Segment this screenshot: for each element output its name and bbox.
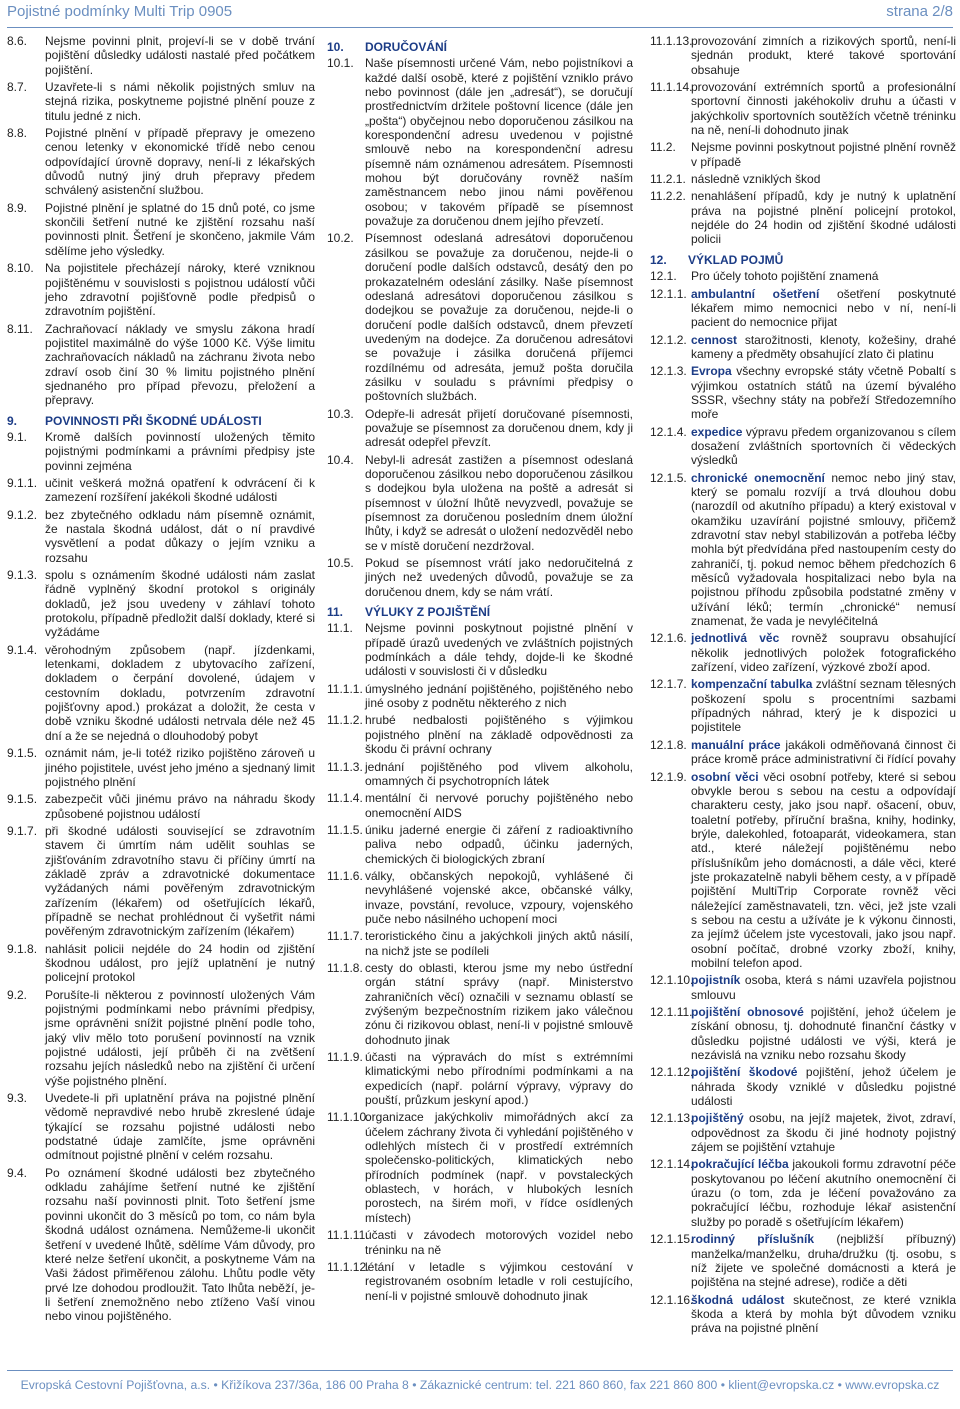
clause-item — [650, 1065, 956, 1108]
section-heading — [7, 414, 315, 428]
clause-number: 10.2. — [327, 231, 354, 246]
term-definition: jakoukoli formu zdravotní péče poskytovanou po léčení akutního onemocnění či úrazu (o tom, zda je léčení považováno za pokračující léčbu, rozhoduje lékař asistenční služby po poradě s ošetřujícím lékařem) — [691, 1157, 956, 1229]
clause-number: 11.1.10. — [327, 1110, 370, 1125]
clause-text — [691, 471, 956, 629]
clause-item — [650, 287, 956, 330]
clause-number: 11.1.11. — [327, 1228, 369, 1243]
clause-text: nenahlášení případů, kdy je nutný k uplatnění práva na pojistné plnění policejní protokol, nejdéle do 24 hodin od zjištění škodné události policii — [691, 189, 956, 247]
clause-number: 9.1.1. — [7, 475, 38, 490]
clause-number: 9.4. — [7, 1165, 28, 1180]
clause-text: zabezpečit vůči jinému právo na náhradu škody způsobené pojistnou událostí — [45, 792, 315, 821]
clause-number: 12.1.14. — [650, 1157, 694, 1172]
defined-term: pojištění škodové — [691, 1065, 798, 1080]
clause-number: 12.1.6. — [650, 631, 687, 646]
clause-number: 11.1.13. — [650, 34, 693, 48]
defined-term: pojistník — [691, 973, 741, 988]
clause-item — [7, 824, 315, 939]
clause-number: 12.1.15. — [650, 1232, 694, 1247]
clause-item — [650, 140, 956, 169]
clause-text: Kromě dalších povinností uložených těmito pojistnými podmínkami a právními předpisy jste povinni zejména — [45, 429, 315, 473]
defined-term: škodná událost — [691, 1292, 785, 1307]
clause-text: úmyslného jednání pojištěného, pojištěného nebo jiné osoby z podnětu některého z nich — [365, 681, 633, 711]
clause-text: věrohodným způsobem (např. jízdenkami, letenkami, dokladem z ubytovacího zařízení, dokladem o čerpání dovolené, údajem v cestovním dokladu, potvrzením zdravotní pojišťovny apod.) prokázat a doložit, že cesta v době vzniku škodné události netrvala déle než 45 dní a že se nejedná o dlouhodobý pobyt — [45, 642, 315, 743]
term-definition: starožitnosti, klenoty, kožešiny, drahé kameny a předměty obsahující zlato či platinu — [691, 332, 956, 361]
clause-number: 11.2.2. — [650, 189, 686, 204]
clause-number: 9.1.7. — [7, 823, 38, 838]
clause-text: Uvedete-li při uplatnění práva na pojistné plnění vědomě nepravdivé nebo hrubě zkreslené údaje týkající se rozsahu pojistné události nebo podstatné údaje zamlčíte, jsme oprávněni odmítnout pojistné plnění v celém rozsahu. — [45, 1091, 315, 1163]
term-definition: ošetření poskytnuté lékařem mimo nemocnici nebo v ní, není-li pacient do nemocnice přijat — [691, 286, 956, 330]
clause-text: Nejsme povinni poskytnout pojistné plnění rovněž v případě — [691, 140, 956, 169]
clause-text: Nebyl-li adresát zastižen a písemnost odeslaná doporučenou zásilkou nebo doporučenou zásilkou s dodejkou byla uložena na poště a adresát si písemnost v úložní lhůtě nevyzvedl, považuje se písemnost za doručenou posledním dnem úložní lhůty, i když se adresát o uložení nedozvěděl nebo se v místě doručení nezdržoval. — [365, 452, 633, 553]
term-definition: pojištění, jehož účelem je náhrada škody vzniklé v důsledku pojistné události — [691, 1065, 956, 1109]
clause-item — [7, 1091, 315, 1163]
clause-number: 12. — [650, 252, 667, 267]
section-heading — [650, 253, 956, 267]
document-title: Pojistné podmínky Multi Trip 0905 — [7, 3, 233, 20]
clause-text — [691, 333, 956, 362]
clause-text: teroristického činu a jakýchkoli jiných aktů násilí, na nichž jste se podíleli — [365, 929, 633, 958]
section-title: POVINNOSTI PŘI ŠKODNÉ UDÁLOSTI — [45, 413, 262, 428]
defined-term: chronické onemocnění — [691, 470, 825, 485]
clause-item — [7, 430, 315, 473]
clause-item — [650, 770, 956, 971]
defined-term: Evropa — [691, 364, 732, 379]
clause-item — [650, 172, 956, 186]
clause-text — [691, 1065, 956, 1108]
clause-item — [650, 677, 956, 734]
clause-number: 11.2. — [650, 140, 676, 155]
clause-item — [650, 80, 956, 137]
clause-text: Nejsme povinni plnit, projeví-li se v době trvání pojištění důsledky události nastalé před počátkem pojištění. — [45, 34, 315, 77]
page-header — [0, 0, 960, 34]
clause-text: spolu s oznámením škodné události nám zaslat řádně vyplněný škodní protokol s originály dokladů, jež jsou uvedeny v záhlaví tohoto protokolu, případně předložit další doklady, které si vyžádáme — [45, 568, 315, 640]
clause-text: jednání pojištěného pod vlivem alkoholu, omamných či psychotropních látek — [365, 759, 633, 788]
clause-item — [327, 961, 633, 1047]
clause-number: 9.1. — [7, 429, 28, 444]
clause-number: 9.1.5. — [7, 746, 38, 761]
clause-text: Odepře-li adresát přijetí doručované písemnosti, považuje se písemnost za doručenou dnem, kdy ji adresát odepřel převzít. — [365, 406, 633, 450]
clause-item — [327, 407, 633, 450]
clause-item — [650, 333, 956, 362]
clause-text: při škodné události související se zdravotním stavem či úmrtím nám udělit souhlas se zjišťováním zdravotního stavu či příčiny úmrtí na základě zpráv a zdravotnické dokumentace vyžádaných námi pověřeným zdravotnickým zařízením (lékařem) od ošetřujících lékařů, případně se nechat prohlédnout či vyšetřit námi pověřeným zdravotnickým zařízením (lékařem) — [45, 823, 315, 939]
defined-term: manuální práce — [691, 737, 781, 752]
clause-text: Naše písemnosti určené Vám, nebo pojistníkovi a každé další osobě, které z pojištění vzniklo právo nebo povinnost (dále jen „adresát“), se doručují prostřednictvím držitele poštovní licence (dále jen „pošta“) obyčejnou nebo doporučenou zásilkou na korespondenční adresu uvedenou v pojistné smlouvě nebo na korespondenční adresu písemně nám oznámenou adresátem. Písemnosti mohou být doručovány rovněž naším zaměstnancem nebo jinou námi pověřenou osobou; v takovém případě se písemnost považuje za doručenou dnem jejího převzetí. — [365, 56, 633, 229]
section-heading — [327, 40, 633, 54]
clause-number: 12.1.4. — [650, 424, 687, 439]
clause-item — [650, 269, 956, 283]
clause-item — [327, 869, 633, 926]
term-definition: pojištění, jehož účelem je získání obnosu, tj. dohodnuté finanční částky v důsledku pojistné události ve výši, která je nezávislá na vzniku nebo rozsahu škody — [691, 1005, 956, 1063]
term-definition: zvláštní seznam tělesných poškození spolu s procentními sazbami případných náhrad, který je k dispozici u pojistitele — [691, 677, 956, 735]
clause-text: učinit veškerá možná opatření k odvrácení či k zamezení rozšíření jakékoli škodné události — [45, 475, 315, 505]
clause-number: 10.5. — [327, 556, 354, 571]
clause-text: Pokud se písemnost vrátí jako nedoručitelná z jiných než uvedených důvodů, považuje se za doručenou dnem, kdy se nám vrátí. — [365, 556, 633, 599]
clause-item — [650, 631, 956, 674]
column-right — [650, 34, 956, 1339]
clause-number: 9. — [7, 413, 18, 428]
clause-text — [691, 1005, 956, 1062]
clause-number: 11.1. — [327, 621, 353, 636]
clause-item — [327, 713, 633, 756]
clause-text: Nejsme povinni poskytnout pojistné plnění v případě úrazů uvedených ve zvláštních pojistných podmínkách a dále tehdy, dojde-li ke škodné události v souvislosti či v důsledku — [365, 621, 633, 679]
clause-number: 9.2. — [7, 987, 28, 1002]
clause-number: 12.1.3. — [650, 364, 687, 379]
clause-number: 12.1.10. — [650, 973, 694, 988]
clause-number: 9.1.2. — [7, 507, 38, 522]
term-definition: nemoc nebo jiný stav, který se pomalu rozvíjí a trvá dlouhou dobu (narozdíl od akutního případu) a který existoval v okamžiku uzavírání pojistné smlouvy, přičemž zdravotní stav nebyl stabilizován a potřeba léčby mohla být předvídána před nastoupením cesty do zahraničí, tj. pokud nemoc během předchozích 6 měsíců vyžadovala hospitalizaci nebo byla na pojistnou příhodu způsobila podstatné změny v užívání léků; termín „chronické“ nemusí znamenat, že vada je nevyléčitelná — [691, 470, 956, 629]
clause-item — [650, 1111, 956, 1154]
clause-text: létání v letadle s výjimkou cestování v registrovaném osobním letadle v roli cestujícího, není-li v pojistné smlouvě dohodnuto jinak — [365, 1259, 633, 1303]
clause-text — [691, 287, 956, 330]
defined-term: pojištění obnosové — [691, 1005, 804, 1019]
clause-number: 12.1.8. — [650, 737, 687, 752]
clause-number: 12.1. — [650, 269, 677, 284]
defined-term: osobní věci — [691, 769, 759, 784]
clause-number: 8.11. — [7, 321, 33, 336]
clause-item — [7, 792, 315, 821]
section-title: VÝKLAD POJMŮ — [688, 252, 784, 267]
clause-text: cesty do oblasti, kterou jsme my nebo ústřední orgán státní správy (např. Ministerstvo zahraničních věcí) označili v seznamu oblastí se zvýšeným bezpečnostním rizikem jako válečnou zónu či rizikovou oblast, není-li v pojistné smlouvě dohodnuto jinak — [365, 960, 633, 1047]
clause-item — [327, 1050, 633, 1107]
clause-item — [327, 1228, 633, 1257]
clause-text: bez zbytečného odkladu nám písemně oznámit, že nastala škodná událost, dát o ní pravdivé vysvětlení a podat důkazy o jejím vzniku a rozsahu — [45, 507, 315, 565]
clause-item — [327, 556, 633, 599]
clause-text: provozování extrémních sportů a profesionální sportovní činnosti jakéhokoliv druhu a účasti v jakýchkoliv sportovních soutěžích včetně tréninku na ně, není-li dohodnuto jinak — [691, 80, 956, 138]
clause-text — [691, 770, 956, 971]
clause-item — [7, 80, 315, 123]
clause-text — [691, 677, 956, 734]
clause-item — [7, 34, 315, 77]
clause-item — [650, 1005, 956, 1062]
clause-text: Pro účely tohoto pojištění znamená — [691, 269, 879, 284]
page-footer: Evropská Cestovní Pojišťovna, a.s. • Křižíkova 237/36a, 186 00 Praha 8 • Zákaznické centrum: tel. 221 860 860, fax 221 860 800 • klient@evropska.cz • www.evropska.cz — [20, 1378, 940, 1392]
term-definition: osoba, která s námi uzavřela pojistnou smlouvu — [691, 973, 956, 1002]
clause-item — [650, 973, 956, 1002]
clause-item — [7, 942, 315, 985]
clause-text: Pojistné plnění je splatné do 15 dnů poté, co jsme skončili šetření nutné ke zjištění rozsahu naší povinnosti plnit. Šetření je skončeno, jakmile Vám sdělíme jeho výsledky. — [45, 200, 315, 258]
page-number: strana 2/8 — [886, 3, 953, 20]
clause-number: 12.1.1. — [650, 286, 687, 301]
clause-number: 11.1.7. — [327, 929, 363, 944]
clause-text — [691, 1232, 956, 1289]
clause-number: 11.1.5. — [327, 822, 363, 837]
clause-number: 12.1.5. — [650, 470, 687, 485]
clause-number: 8.8. — [7, 126, 28, 141]
header-rule — [7, 27, 953, 28]
clause-number: 12.1.13. — [650, 1111, 694, 1126]
clause-number: 9.1.4. — [7, 642, 38, 657]
clause-text: účasti na výpravách do míst s extrémními klimatickými nebo přírodními podmínkami a na expedicích (např. polární výpravy, výpravy do pouští, průzkum jeskyní apod.) — [365, 1050, 633, 1108]
term-definition: rovněž soupravu obsahující několik jednotlivých položek fotografického zařízení, video zařízení, výzkové zboží apod. — [691, 631, 956, 675]
clause-text: Pojistné plnění v případě přepravy je omezeno cenou letenky v ekonomické třídě nebo cenou odpovídající úrovně dopravy, není-li z lékařských důvodů nutný jiný druh přepravy předem schválený asistenční službou. — [45, 126, 315, 198]
footer-rule — [7, 1370, 953, 1371]
clause-text — [691, 425, 956, 468]
clause-number: 11.1.14. — [650, 80, 693, 95]
clause-text: provozování zimních a rizikových sportů, není-li sjednán produkt, které takové sportování obsahuje — [691, 34, 956, 77]
clause-text: Na pojistitele přecházejí nároky, které vzniknou pojištěnému v souvislosti s pojistnou událostí vůči jeho zdravotní pojišťovně podle předpisů o zdravotním pojištění. — [45, 261, 315, 319]
clause-item — [327, 1260, 633, 1303]
clause-number: 8.10. — [7, 261, 34, 276]
clause-number: 11.1.3. — [327, 759, 363, 774]
clause-item — [327, 760, 633, 789]
clause-item — [7, 1166, 315, 1324]
clause-number: 9.1.3. — [7, 568, 38, 583]
defined-term: cennost — [691, 332, 738, 347]
clause-number: 8.7. — [7, 80, 28, 95]
clause-item — [7, 508, 315, 565]
clause-number: 9.1.8. — [7, 941, 38, 956]
clause-text: Po oznámení škodné události bez zbytečného odkladu zahájíme šetření nutné ke zjištění rozsahu naší povinnosti plnit. Toto šetření jsme povinni ukončit do 3 měsíců po tom, co nám byla škodná událost oznámena. Nemůžeme-li ukončit šetření v uvedené lhůtě, sdělíme Vám důvody, pro které nelze šetření ukončit, a poskytneme Vám na Vaši žádost přiměřenou zálohu. Lhůtu podle věty prvé lze dohodou prodloužit. Tato lhůta neběží, je-li šetření znemožněno nebo ztíženo Vaší vinou nebo vinou pojištěného. — [45, 1165, 315, 1324]
clause-item — [7, 261, 315, 318]
clause-text — [691, 1293, 956, 1336]
clause-number: 12.1.16. — [650, 1292, 694, 1307]
clause-item — [327, 621, 633, 678]
section-title: VÝLUKY Z POJIŠTĚNÍ — [365, 605, 491, 620]
clause-text — [691, 364, 956, 421]
clause-number: 11.1.8. — [327, 960, 363, 975]
clause-number: 8.9. — [7, 200, 28, 215]
clause-item — [650, 364, 956, 421]
clause-text: úniku jaderné energie či záření z radioaktivního paliva nebo odpadů, účinku jaderných, chemických či biologických zbraní — [365, 822, 633, 866]
clause-number: 11.1.6. — [327, 868, 363, 883]
clause-text: účasti v závodech motorových vozidel nebo tréninku na ně — [365, 1228, 633, 1257]
clause-text: mentální či nervové poruchy pojištěného nebo onemocnění AIDS — [365, 791, 633, 820]
section-heading — [327, 605, 633, 619]
clause-item — [327, 823, 633, 866]
defined-term: kompenzační tabulka — [691, 677, 813, 692]
defined-term: pokračující léčba — [691, 1157, 789, 1172]
clause-text: oznámit nám, je-li totéž riziko pojištěno zároveň u jiného pojistitele, uvést jeho jméno a sjednaný limit pojistného plnění — [45, 746, 315, 789]
clause-item — [7, 126, 315, 198]
defined-term: rodinný příslušník — [691, 1232, 814, 1247]
term-definition: skutečnost, ze které vznikla škoda a která by mohla být důvodem vzniku práva na pojistné plnění — [691, 1292, 956, 1336]
section-title: DORUČOVÁNÍ — [365, 40, 448, 54]
clause-item — [327, 453, 633, 553]
clause-number: 11.1.9. — [327, 1050, 363, 1065]
defined-term: ambulantní ošetření — [691, 286, 820, 301]
clause-number: 10.4. — [327, 452, 354, 467]
column-left — [7, 34, 315, 1327]
clause-text: organizace jakýchkoliv mimořádných akcí za účelem záchrany života či vyhledání pojištěného v odlehlých místech či v prostředí extrémních společensko-politických, klimatických nebo přírodních podmínek (např. v povstaleckých oblastech, v horách, v hlubokých lesních porostech, na širém moři, v řídce osídlených místech) — [365, 1110, 633, 1225]
clause-item — [650, 471, 956, 629]
clause-item — [327, 56, 633, 228]
clause-item — [7, 746, 315, 789]
clause-number: 10.1. — [327, 56, 354, 71]
clause-number: 10. — [327, 40, 344, 54]
clause-number: 12.1.11. — [650, 1005, 693, 1019]
term-definition: (nejbližší příbuzný) manželka/manželku, druha/družku (tj. osobu, s níž žijete ve společné domácnosti a která je pojištěna na stejné adrese), rodiče a děti — [691, 1232, 956, 1290]
clause-number: 11.1.1. — [327, 681, 363, 696]
clause-item — [7, 322, 315, 408]
clause-item — [327, 231, 633, 403]
clause-text: Porušíte-li některou z povinností uložených Vám pojistnými podmínkami nebo právními předpisy, jsme oprávněni snížit pojistné plnění podle toho, jaký vliv mělo toto porušení povinností na vznik pojistné události, její průběh či na zvětšení rozsahu jejích následků nebo na zjištění či určení výše pojistného plnění. — [45, 987, 315, 1088]
clause-text — [691, 738, 956, 767]
clause-number: 12.1.9. — [650, 769, 687, 784]
clause-item — [327, 682, 633, 711]
clause-number: 11.1.2. — [327, 713, 363, 728]
clause-item — [650, 738, 956, 767]
clause-number: 11.1.4. — [327, 791, 363, 806]
clause-number: 11.2.1. — [650, 172, 686, 187]
clause-text: Písemnost odeslaná adresátovi doporučenou zásilkou se považuje za doručenou, nejde-li o doručení podle dalších odstavců, desátý den po prokazatelném odeslání zásilky. Naše písemnost odeslaná adresátovi doporučenou zásilkou s dodejkou se považuje za doručenou, nejde-li o doručení podle dalších odstavců, dnem převzetí uvedeným na dodejce. Za doručenou adresátovi se považuje i zásilka doručená příjemci rozdílnému od adresáta, jemuž pošta doručila zásilku v souladu s právními předpisy o poštovních službách. — [365, 231, 633, 404]
clause-text — [691, 1111, 956, 1154]
term-definition: všechny evropské státy včetně Pobaltí s výjimkou ostatních států na území bývalého SSSR, všechny státy na pobřeží Středozemního moře — [691, 364, 956, 422]
term-definition: výpravu předem organizovanou s cílem dosažení zvláštních sportovních či vědeckých výsledků — [691, 424, 956, 468]
clause-text: následně vzniklých škod — [691, 172, 821, 187]
clause-text: hrubé nedbalosti pojištěného s výjimkou pojistného plnění na základě odpovědnosti za škodu či právní ochrany — [365, 713, 633, 757]
clause-item — [327, 791, 633, 820]
clause-number: 9.1.5. — [7, 792, 38, 807]
clause-item — [7, 568, 315, 640]
clause-item — [7, 643, 315, 743]
clause-item — [650, 34, 956, 77]
clause-item — [650, 425, 956, 468]
clause-text: nahlásit policii nejdéle do 24 hodin od zjištění škodnou událost, pro jejíž uplatnění je nutný policejní protokol — [45, 941, 315, 985]
clause-text — [691, 973, 956, 1002]
clause-number: 12.1.7. — [650, 677, 687, 692]
defined-term: pojištěný — [691, 1111, 744, 1126]
clause-text: Zachraňovací náklady ve smyslu zákona hradí pojistitel maximálně do výše 1000 Kč. Výše limitu zachraňovacích nákladů na záchranu života nebo zdraví osob činí 30 % limitu pojistného plnění sjednaného pro případ převozu, přeložení a přepravy. — [45, 321, 315, 408]
clause-item — [650, 1232, 956, 1289]
clause-item — [650, 1293, 956, 1336]
clause-number: 11.1.12. — [327, 1259, 370, 1274]
defined-term: expedice — [691, 424, 743, 439]
clause-number: 12.1.12. — [650, 1065, 694, 1080]
clause-text: války, občanských nepokojů, vyhlášené či nevyhlášené vojenské akce, občanské války, invaze, povstání, revoluce, vzpoury, vojenského puče nebo násilného uchopení moci — [365, 868, 633, 926]
clause-number: 10.3. — [327, 406, 354, 421]
clause-item — [650, 1157, 956, 1229]
clause-number: 9.3. — [7, 1091, 28, 1106]
clause-text — [691, 1157, 956, 1229]
clause-text — [691, 631, 956, 674]
clause-item — [327, 1110, 633, 1225]
term-definition: osobu, na jejíž majetek, život, zdraví, odpovědnost za škodu či jiné hodnoty pojistný zájem se pojištění vztahuje — [691, 1111, 956, 1155]
clause-item — [327, 929, 633, 958]
clause-text: Uzavřete-li s námi několik pojistných smluv na stejná rizika, poskytneme pojistné plnění pouze z titulu jedné z nich. — [45, 80, 315, 123]
column-middle — [327, 34, 633, 1306]
term-definition: věci osobní potřeby, které si sebou obvykle berou s sebou na cestu a odpovídají charakteru cesty, jako jsou např. ošacení, obuv, toaletní potřeby, příruční brašna, knihy, hodinky, brýle, dalekohled, fotoaparát, videokamera, stan atd., které náležejí pojištěnému nebo příslušníkům jeho domácnosti, a dále věci, které jste prokazatelně nabyli během cesty, a v případě pojištění MultiTrip Corporate rovněž věci náležející zaměstnavateli, tzn. věci, jež jste vzali s sebou na cestu a užíváte je k výkonu činnosti, za jejímž účelem jste vycestovali, jako jsou např. osobní počítač, drobné vzorky zboží, knihy, mobilní telefon apod. — [691, 769, 956, 970]
clause-number: 11. — [327, 605, 344, 620]
term-definition: jakákoli odměňovaná činnost či práce kromě práce administrativní či řídící povahy — [691, 737, 957, 767]
clause-item — [7, 476, 315, 505]
clause-item — [650, 189, 956, 246]
clause-number: 8.6. — [7, 34, 28, 48]
defined-term: jednotlivá věc — [691, 631, 780, 646]
clause-item — [7, 988, 315, 1088]
clause-item — [7, 201, 315, 258]
clause-number: 12.1.2. — [650, 332, 687, 347]
